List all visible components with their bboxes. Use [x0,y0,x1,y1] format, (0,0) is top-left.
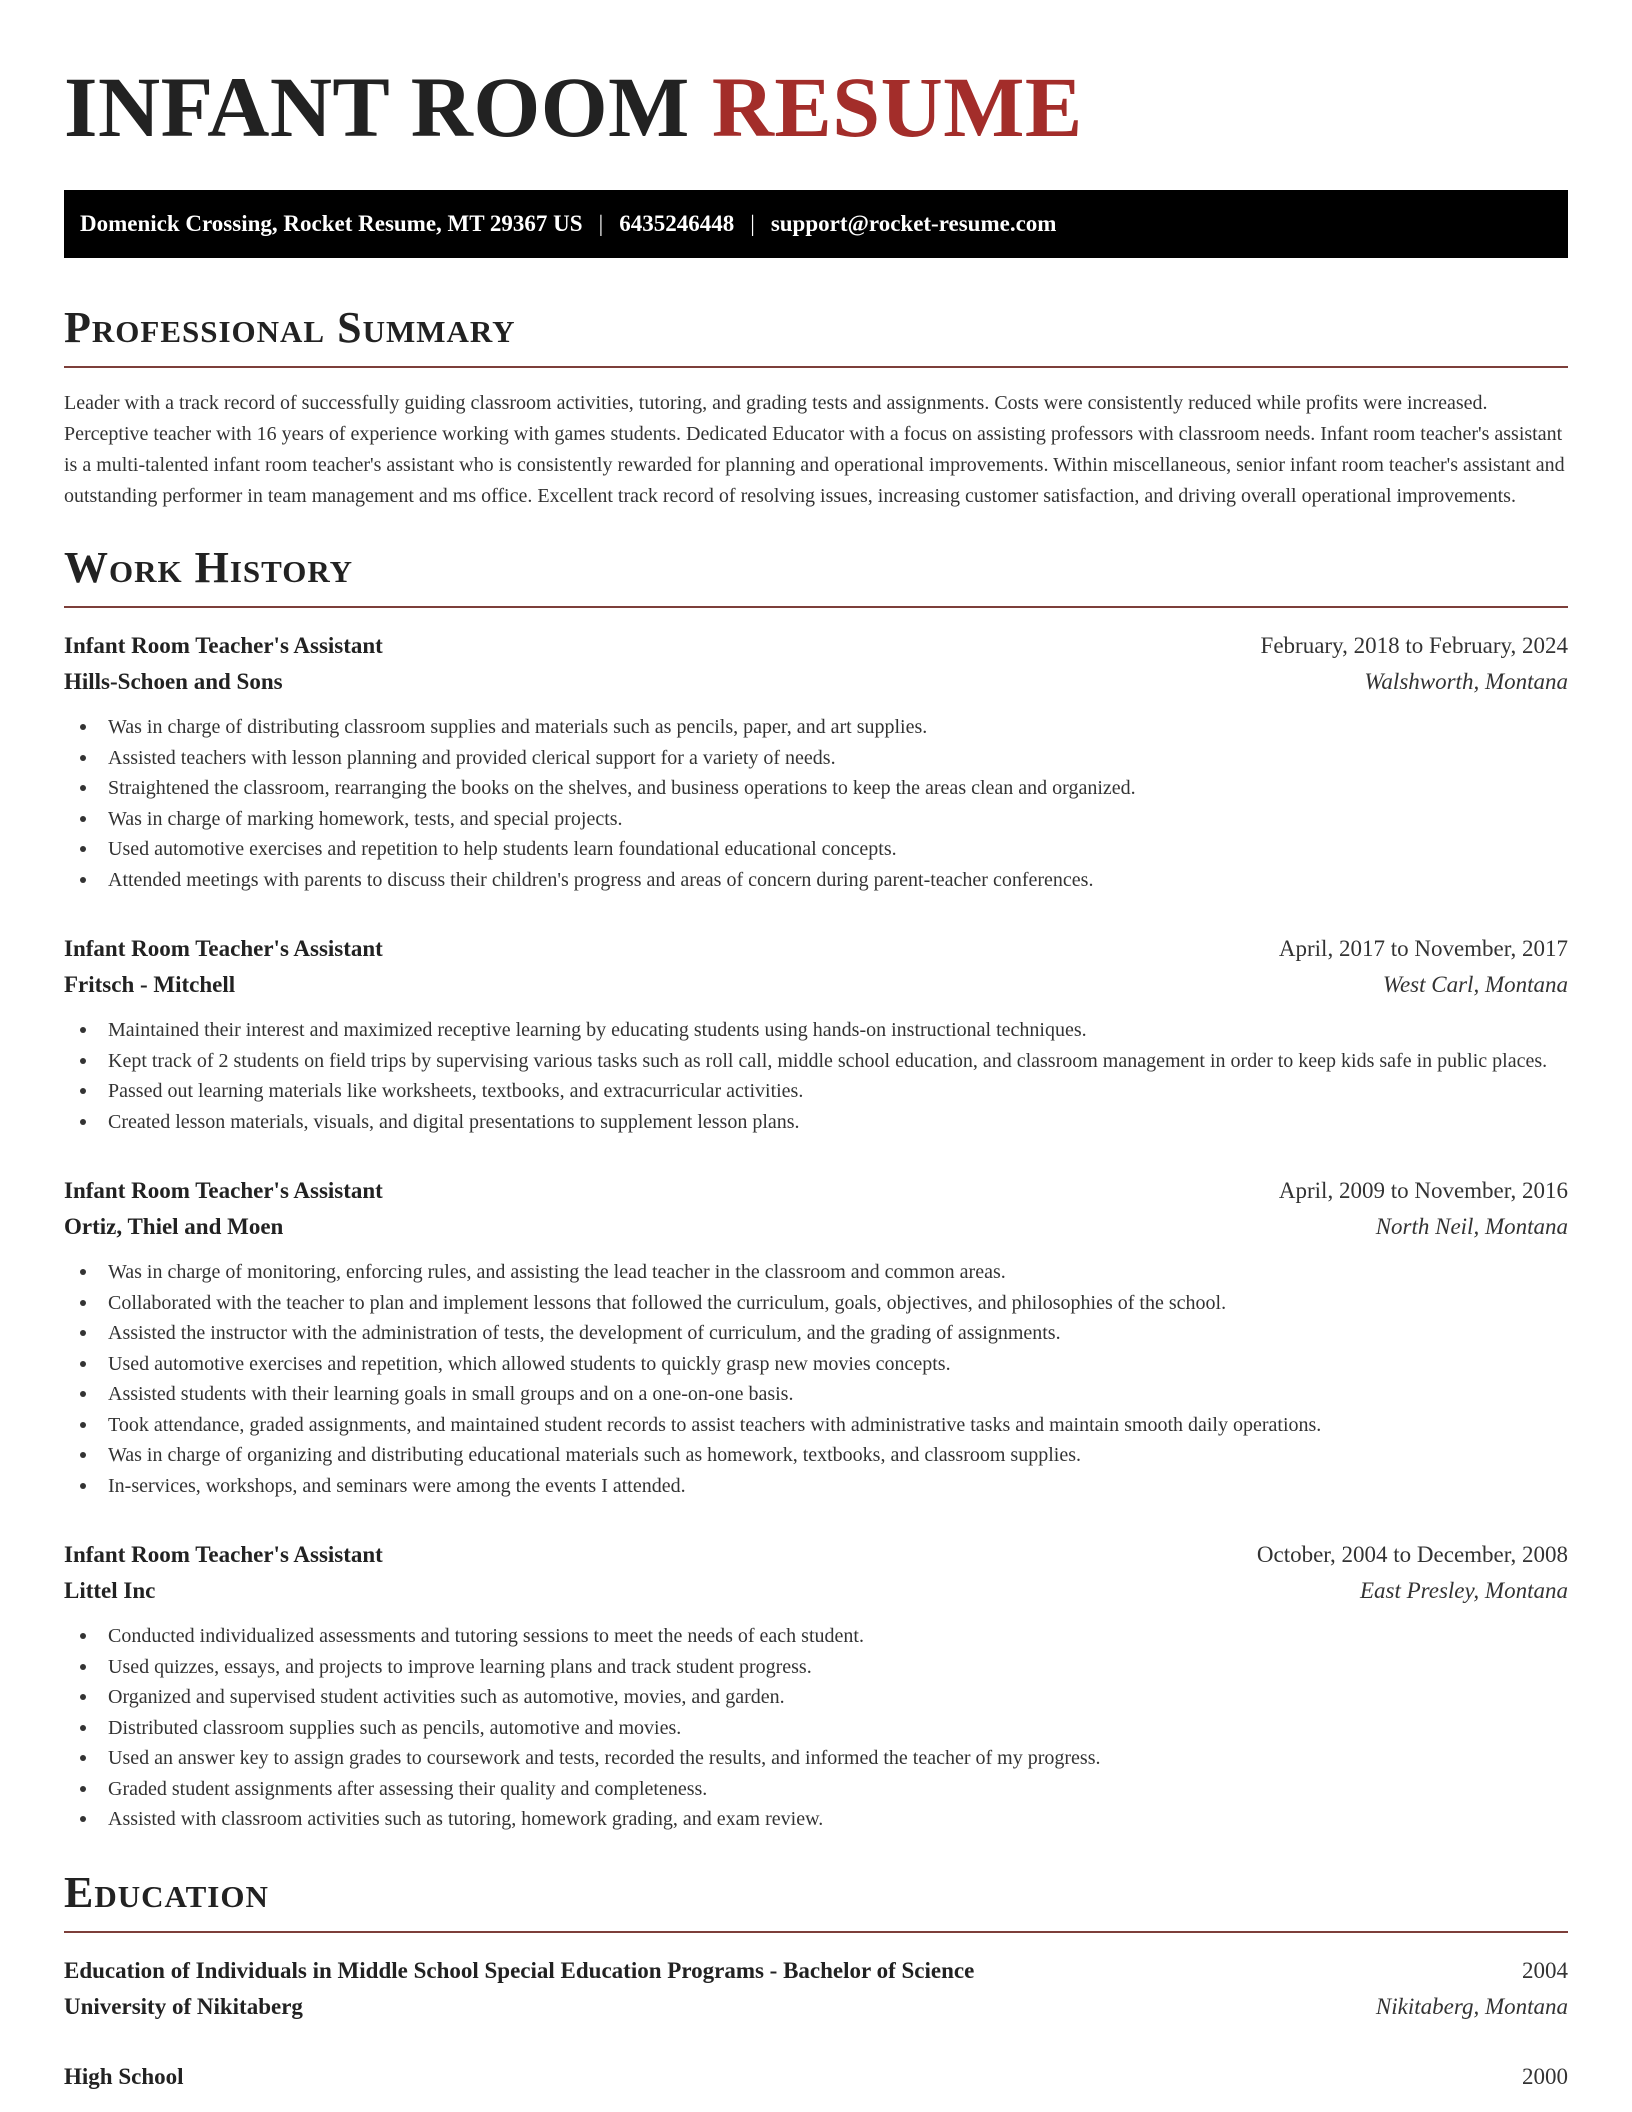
job-entry [64,1537,1568,1835]
education-location: Nikitaberg, Montana [1375,1993,1568,2019]
job-bullet: Assisted teachers with lesson planning and provided clerical support for a variety of needs. [80,743,1568,774]
education-degree: Education of Individuals in Middle School Special Education Programs - Bachelor of Science [64,1957,975,1983]
contact-bar [64,190,1568,258]
job-company: Littel Inc [64,1578,156,1603]
education-section [64,1867,1568,2095]
job-bullet: Conducted individualized assessments and tutoring sessions to meet the needs of each student. [80,1621,1568,1652]
job-bullet: Assisted the instructor with the administration of tests, the development of curriculum, and the grading of assignments. [80,1318,1568,1349]
job-bullet: Created lesson materials, visuals, and digital presentations to supplement lesson plans. [80,1107,1568,1138]
section-divider [64,366,1568,368]
contact-separator: | [598,211,604,236]
job-entry [64,628,1568,895]
job-bullet: Attended meetings with parents to discuss their children's progress and areas of concern during parent-teacher conferences. [80,865,1568,896]
job-bullets [64,712,1568,895]
section-divider [64,606,1568,608]
job-company: Fritsch - Mitchell [64,972,236,997]
job-bullet: Used automotive exercises and repetition to help students learn foundational educational concepts. [80,834,1568,865]
job-title: Infant Room Teacher's Assistant [64,633,383,658]
contact-email: support@rocket-resume.com [770,211,1057,236]
professional-summary-section [64,303,1568,512]
job-bullet: Passed out learning materials like worksheets, textbooks, and extracurricular activities. [80,1076,1568,1107]
job-bullet: Straightened the classroom, rearranging the books on the shelves, and business operations to keep the areas clean and organized. [80,773,1568,804]
work-history-section [64,543,1568,1835]
education-heading: Education [64,1867,269,1917]
job-bullet: Kept track of 2 students on field trips by supervising various tasks such as roll call, middle school education, and classroom management in order to keep kids safe in public places. [80,1046,1568,1077]
job-bullets [64,1015,1568,1137]
job-bullet: Organized and supervised student activities such as automotive, movies, and garden. [80,1682,1568,1713]
job-bullet: Graded student assignments after assessing their quality and completeness. [80,1774,1568,1805]
title-accent: RESUME [711,59,1083,155]
job-bullets [64,1257,1568,1501]
job-bullet: Assisted students with their learning goals in small groups and on a one-on-one basis. [80,1379,1568,1410]
job-title: Infant Room Teacher's Assistant [64,1178,383,1203]
job-location: West Carl, Montana [1382,972,1568,997]
contact-phone: 6435246448 [619,211,735,236]
job-bullet: Was in charge of marking homework, tests, and special projects. [80,804,1568,835]
job-bullets [64,1621,1568,1835]
title-main: INFANT ROOM [64,59,690,155]
job-bullet: Distributed classroom supplies such as pencils, automotive and movies. [80,1713,1568,1744]
job-dates: October, 2004 to December, 2008 [1256,1542,1568,1567]
education-year: 2000 [1522,2063,1568,2089]
work-history-heading: Work History [64,543,354,592]
job-bullet: Collaborated with the teacher to plan and implement lessons that followed the curriculum, goals, objectives, and philosophies of the school. [80,1288,1568,1319]
job-title: Infant Room Teacher's Assistant [64,936,383,961]
education-entry [64,1953,1568,2025]
job-bullet: Was in charge of monitoring, enforcing rules, and assisting the lead teacher in the classroom and common areas. [80,1257,1568,1288]
contact-address: Domenick Crossing, Rocket Resume, MT 29367 US [80,211,583,236]
job-bullet: Was in charge of organizing and distributing educational materials such as homework, textbooks, and classroom supplies. [80,1440,1568,1471]
job-bullet: Used an answer key to assign grades to coursework and tests, recorded the results, and informed the teacher of my progress. [80,1743,1568,1774]
section-divider [64,1931,1568,1933]
education-degree: High School [64,2063,184,2089]
contact-separator: | [750,211,755,236]
job-bullet: Used quizzes, essays, and projects to improve learning plans and track student progress. [80,1652,1568,1683]
job-location: North Neil, Montana [1375,1214,1568,1239]
job-dates: February, 2018 to February, 2024 [1260,633,1568,658]
education-year: 2004 [1522,1957,1568,1983]
job-dates: April, 2017 to November, 2017 [1278,936,1568,961]
job-bullet: Maintained their interest and maximized receptive learning by educating students using hands-on instructional techniques. [80,1015,1568,1046]
job-bullet: Was in charge of distributing classroom supplies and materials such as pencils, paper, and art supplies. [80,712,1568,743]
job-bullet: In-services, workshops, and seminars were among the events I attended. [80,1471,1568,1502]
job-location: East Presley, Montana [1359,1578,1568,1603]
education-entry [64,2059,1568,2095]
job-location: Walshworth, Montana [1364,669,1568,694]
job-dates: April, 2009 to November, 2016 [1278,1178,1568,1203]
resume-title [64,59,1568,155]
job-entry [64,931,1568,1137]
job-company: Hills-Schoen and Sons [64,669,283,694]
summary-text: Leader with a track record of successfully guiding classroom activities, tutoring, and grading tests and assignments. Costs were consistently reduced while profits were increased. Perceptive teacher with 16 years of experience working with games students. Dedicated Educator with a focus on assisting professors with classroom needs. Infant room teacher's assistant is a multi-talented infant room teacher's assistant who is consistently rewarded for planning and operational improvements. Within miscellaneous, senior infant room teacher's assistant and outstanding performer in team management and ms office. Excellent track record of resolving issues, increasing customer satisfaction, and driving overall operational improvements. [64,392,1565,507]
job-entry [64,1173,1568,1501]
job-bullet: Took attendance, graded assignments, and maintained student records to assist teachers with administrative tasks and maintain smooth daily operations. [80,1410,1568,1441]
job-bullet: Used automotive exercises and repetition, which allowed students to quickly grasp new movies concepts. [80,1349,1568,1380]
education-school: University of Nikitaberg [64,1993,303,2019]
job-company: Ortiz, Thiel and Moen [64,1214,284,1239]
summary-heading: Professional Summary [64,303,516,352]
job-bullet: Assisted with classroom activities such as tutoring, homework grading, and exam review. [80,1804,1568,1835]
job-title: Infant Room Teacher's Assistant [64,1542,383,1567]
